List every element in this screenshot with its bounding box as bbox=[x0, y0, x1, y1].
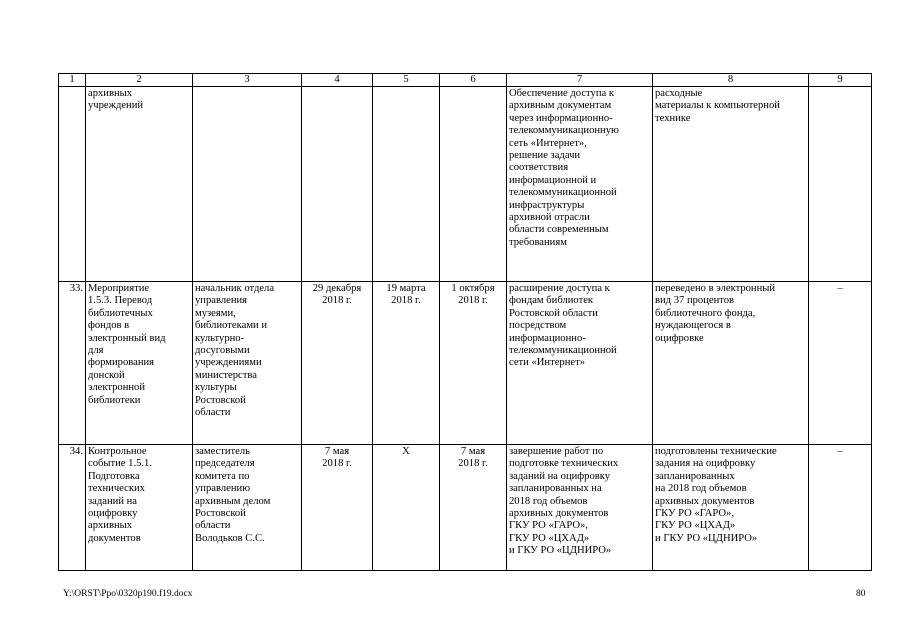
header-cell: 9 bbox=[809, 74, 872, 87]
table-row bbox=[59, 445, 872, 571]
table-row bbox=[59, 87, 872, 282]
actual-result-cell: переведено в электронный вид 37 процентов библиотечного фонда, нуждающегося в оцифровке bbox=[653, 282, 809, 445]
row-number-cell: 34. bbox=[59, 445, 86, 571]
header-cell: 7 bbox=[507, 74, 653, 87]
header-cell: 3 bbox=[193, 74, 302, 87]
header-cell: 5 bbox=[373, 74, 440, 87]
expected-result-cell: расширение доступа к фондам библиотек Ростовской области посредством информационно- телекоммуникационной сети «Интернет» bbox=[507, 282, 653, 445]
page-number: 80 bbox=[856, 589, 866, 599]
header-cell: 2 bbox=[86, 74, 193, 87]
header-cell: 8 bbox=[653, 74, 809, 87]
expected-result-cell: Обеспечение доступа к архивным документам через информационно- телекоммуникационную сеть «Интернет», решение задачи соответствия информационной и телекоммуникационной инфраструктуры архивной отрасли области современным требованиям bbox=[507, 87, 653, 282]
start-date-cell: Х bbox=[373, 445, 440, 571]
header-cell: 1 bbox=[59, 74, 86, 87]
note-cell: – bbox=[809, 445, 872, 571]
event-cell: Контрольное событие 1.5.1. Подготовка технических заданий на оцифровку архивных документов bbox=[86, 445, 193, 571]
actual-result-cell: расходные материалы к компьютерной технике bbox=[653, 87, 809, 282]
planned-date-cell: 7 мая 2018 г. bbox=[302, 445, 373, 571]
end-date-cell: 1 октября 2018 г. bbox=[440, 282, 507, 445]
table-row bbox=[59, 282, 872, 445]
note-cell: – bbox=[809, 282, 872, 445]
event-cell: архивных учреждений bbox=[86, 87, 193, 282]
header-cell: 4 bbox=[302, 74, 373, 87]
actual-result-cell: подготовлены технические задания на оцифровку запланированных на 2018 год объемов архивных документов ГКУ РО «ГАРО», ГКУ РО «ЦХАД» и ГКУ РО «ЦДНИРО» bbox=[653, 445, 809, 571]
footer-file-path: Y:\ORST\Ppo\0320p190.f19.docx bbox=[63, 589, 193, 599]
report-table bbox=[58, 73, 872, 571]
end-date-cell: 7 мая 2018 г. bbox=[440, 445, 507, 571]
header-row bbox=[59, 74, 872, 87]
expected-result-cell: завершение работ по подготовке технических заданий на оцифровку запланированных на 2018 год объемов архивных документов ГКУ РО «ГАРО», ГКУ РО «ЦХАД» и ГКУ РО «ЦДНИРО» bbox=[507, 445, 653, 571]
executor-cell: начальник отдела управления музеями, библиотеками и культурно- досуговыми учреждениями министерства культуры Ростовской области bbox=[193, 282, 302, 445]
end-date-cell bbox=[440, 87, 507, 282]
event-cell: Мероприятие 1.5.3. Перевод библиотечных фондов в электронный вид для формирования донской электронной библиотеки bbox=[86, 282, 193, 445]
row-number-cell: 33. bbox=[59, 282, 86, 445]
header-cell: 6 bbox=[440, 74, 507, 87]
row-number-cell bbox=[59, 87, 86, 282]
executor-cell: заместитель председателя комитета по управлению архивным делом Ростовской области Володьков С.С. bbox=[193, 445, 302, 571]
planned-date-cell bbox=[302, 87, 373, 282]
start-date-cell: 19 марта 2018 г. bbox=[373, 282, 440, 445]
executor-cell bbox=[193, 87, 302, 282]
planned-date-cell: 29 декабря 2018 г. bbox=[302, 282, 373, 445]
start-date-cell bbox=[373, 87, 440, 282]
note-cell bbox=[809, 87, 872, 282]
